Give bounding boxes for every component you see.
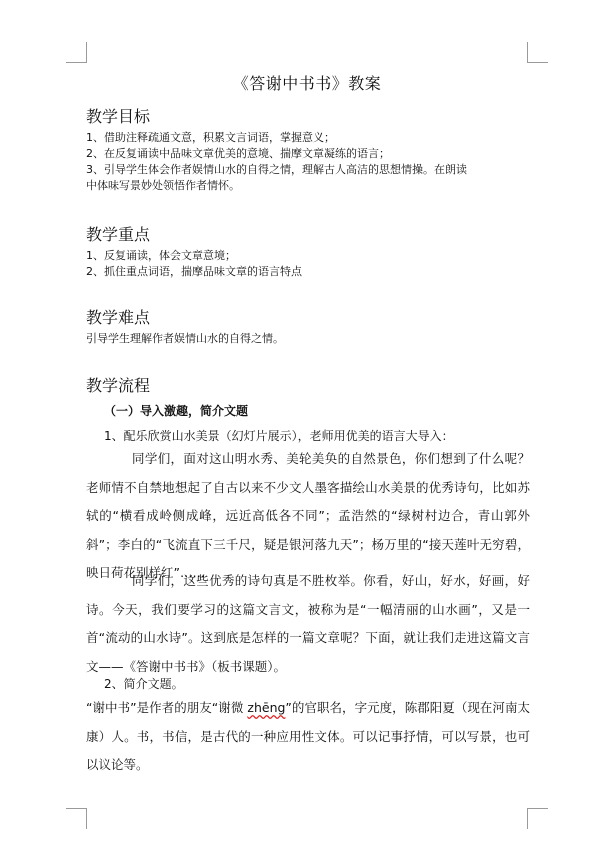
pinyin-annotation: zhēng xyxy=(247,700,286,715)
crop-mark-top-left xyxy=(66,42,87,63)
paragraph-title-intro xyxy=(86,694,530,780)
step1-title: （一）导入激趣，简介文题 xyxy=(104,404,249,418)
para3-text-a: “谢中书”是作者的朋友“谢微 xyxy=(86,700,248,715)
heading-key-points: 教学重点 xyxy=(86,225,151,244)
key-point-item: 1、反复诵读，体会文章意境； xyxy=(86,249,236,262)
paragraph-poems: 同学们，这些优秀的诗句真是不胜枚举。你看，好山，好水，好画，好诗。今天，我们要学习的这篇文言文，被称为是“一幅清丽的山水画”，又是一首“流动的山水诗”。这到底是怎样的一篇文章呢？下面，就让我们走进这篇文言文——《答谢中书书》（板书课题）。 xyxy=(86,573,530,674)
goal-item: 1、借助注释疏通文意，积累文言词语，掌握意义； xyxy=(86,131,335,144)
key-point-item: 2、抓住重点词语，揣摩品味文章的语言特点 xyxy=(86,265,302,278)
para3-text-b: ”的官职名，字元度，陈郡阳夏（现在河南太康）人。书，书信，是古代的一种应用性文体。可以记事抒情，可以写景，也可以议论等。 xyxy=(86,700,531,772)
crop-mark-bottom-left xyxy=(66,808,87,829)
heading-difficulties: 教学难点 xyxy=(86,308,151,327)
goal-item: 中体味写景妙处领悟作者情怀。 xyxy=(86,179,240,192)
difficulty-item: 引导学生理解作者娱情山水的自得之情。 xyxy=(86,332,284,345)
crop-mark-bottom-right xyxy=(527,808,548,829)
heading-goals: 教学目标 xyxy=(86,107,151,126)
document-title: 《答谢中书书》教案 xyxy=(232,74,382,93)
goal-item: 3、引导学生体会作者娱情山水的自得之情，理解古人高洁的思想情操。在朗读 xyxy=(86,163,467,176)
step1-item1: 1、配乐欣赏山水美景（幻灯片展示），老师用优美的语言大导入： xyxy=(104,429,454,443)
paragraph-intro: 同学们，面对这山明水秀、美轮美奂的自然景色，你们想到了什么呢？老师情不自禁地想起了自古以来不少文人墨客描绘山水美景的优秀诗句，比如苏轼的“横看成岭侧成峰，远近高低各不同”；孟浩然的“绿树村边合，青山郭外斜”；李白的“飞流直下三千尺，疑是银河落九天”；杨万里的“接天莲叶无穷碧，映日荷花别样红”…… xyxy=(86,451,530,580)
step1-item2: 2、简介文题。 xyxy=(104,677,184,691)
crop-mark-top-right xyxy=(527,42,548,63)
goal-item: 2、在反复诵读中品味文章优美的意境、揣摩文章凝练的语言； xyxy=(86,147,390,160)
heading-process: 教学流程 xyxy=(86,376,151,395)
